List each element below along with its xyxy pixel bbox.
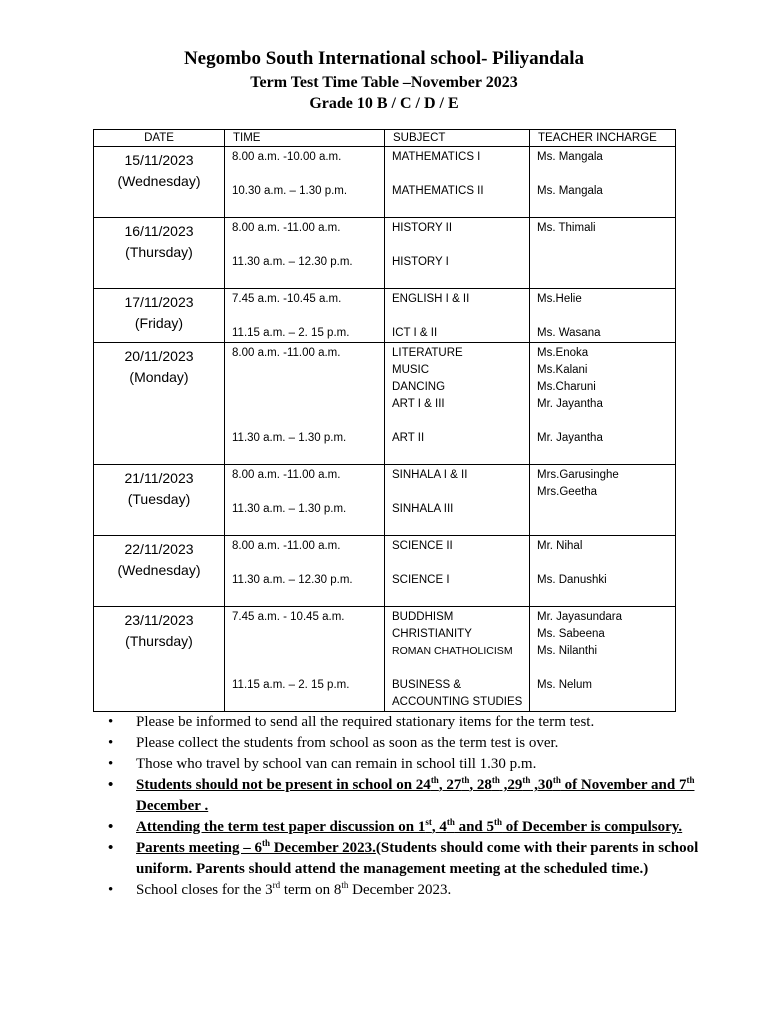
time-line: 11.30 a.m. – 1.30 p.m. xyxy=(232,432,347,444)
date-value: 21/11/2023 xyxy=(124,470,194,486)
day-value: (Tuesday) xyxy=(127,491,191,507)
date-value: 15/11/2023 xyxy=(124,152,194,168)
time-line: 8.00 a.m. -10.00 a.m. xyxy=(232,151,342,163)
teacher-line xyxy=(537,254,675,271)
subject-line: SINHALA I & II xyxy=(392,469,468,481)
time-line xyxy=(232,413,384,430)
teacher-line: Ms.Charuni xyxy=(537,381,596,393)
date-cell xyxy=(94,289,225,343)
teacher-line: Ms. Mangala xyxy=(537,185,603,197)
subject-line: LITERATURE xyxy=(392,347,463,359)
subject-cell xyxy=(385,147,530,218)
bullet-icon: • xyxy=(108,756,114,772)
teacher-cell xyxy=(530,147,676,218)
subject-cell xyxy=(385,536,530,607)
teacher-line xyxy=(537,589,675,606)
date-cell xyxy=(94,536,225,607)
subject-line: ENGLISH I & II xyxy=(392,293,470,305)
date-cell xyxy=(94,218,225,289)
teacher-line: Ms. Mangala xyxy=(537,151,603,163)
date-value: 23/11/2023 xyxy=(124,612,194,628)
day-value: (Monday) xyxy=(129,369,189,385)
time-line xyxy=(232,362,384,379)
subject-line: MATHEMATICS I xyxy=(392,151,481,163)
note-paper-discussion: • Attending the term test paper discussion on 1st, 4th and 5th of December is compulsory. xyxy=(108,817,718,838)
subject-line: SINHALA III xyxy=(392,503,454,515)
time-line xyxy=(232,447,384,464)
time-line xyxy=(232,379,384,396)
teacher-line: Ms.Kalani xyxy=(537,364,588,376)
time-line xyxy=(232,200,384,217)
table-row xyxy=(94,218,676,289)
subject-line xyxy=(392,166,529,183)
teacher-line: Mr. Jayantha xyxy=(537,398,603,410)
subject-line xyxy=(392,308,529,325)
table-row xyxy=(94,465,676,536)
time-line: 11.15 a.m. – 2. 15 p.m. xyxy=(232,327,350,339)
time-line: 8.00 a.m. -11.00 a.m. xyxy=(232,222,341,234)
time-cell xyxy=(225,147,385,218)
teacher-line: Mr. Jayasundara xyxy=(537,611,623,623)
time-cell xyxy=(225,218,385,289)
note-school-closes: • School closes for the 3rd term on 8th December 2023. xyxy=(108,880,718,901)
time-line xyxy=(232,308,384,325)
teacher-line: Ms. Nilanthi xyxy=(537,645,598,657)
header-teacher: TEACHER INCHARGE xyxy=(530,130,676,147)
teacher-line: Mrs.Garusinghe xyxy=(537,469,619,481)
time-line xyxy=(232,643,384,660)
subject-cell xyxy=(385,465,530,536)
date-cell xyxy=(94,465,225,536)
subject-line: ICT I & II xyxy=(392,327,438,339)
teacher-line: Mr. Jayantha xyxy=(537,432,603,444)
date-cell xyxy=(94,343,225,465)
subject-cell xyxy=(385,289,530,343)
subject-line: SCIENCE II xyxy=(392,540,453,552)
subject-line xyxy=(392,589,529,606)
bullet-icon: • xyxy=(108,735,114,751)
time-line: 10.30 a.m. – 1.30 p.m. xyxy=(232,185,348,197)
teacher-line: Mr. Nihal xyxy=(537,540,583,552)
header-time: TIME xyxy=(225,130,385,147)
subject-line: MUSIC xyxy=(392,364,430,376)
teacher-line xyxy=(537,237,675,254)
subject-line xyxy=(392,271,529,288)
subject-line xyxy=(392,237,529,254)
table-row xyxy=(94,147,676,218)
teacher-cell xyxy=(530,465,676,536)
teacher-line: Ms. Wasana xyxy=(537,327,601,339)
bullet-icon: • xyxy=(108,882,114,898)
subject-line: BUSINESS & xyxy=(392,679,462,691)
time-cell xyxy=(225,289,385,343)
teacher-line: Ms.Helie xyxy=(537,293,582,305)
teacher-line xyxy=(537,271,675,288)
date-value: 22/11/2023 xyxy=(124,541,194,557)
subject-line xyxy=(392,660,529,677)
bullet-icon: • xyxy=(108,819,114,835)
day-value: (Wednesday) xyxy=(117,173,201,189)
note-school-van: • Those who travel by school van can remain in school till 1.30 p.m. xyxy=(108,754,718,775)
teacher-cell xyxy=(530,343,676,465)
notes-list xyxy=(108,712,718,901)
teacher-line xyxy=(537,166,675,183)
subject-line: DANCING xyxy=(392,381,446,393)
time-line xyxy=(232,518,384,535)
teacher-line xyxy=(537,200,675,217)
teacher-cell xyxy=(530,218,676,289)
teacher-line xyxy=(537,501,675,518)
subject-line xyxy=(392,555,529,572)
teacher-line xyxy=(537,447,675,464)
header-date: DATE xyxy=(94,130,225,147)
note-absence-dates: • Students should not be present in school on 24th, 27th, 28th ,29th ,30th of November and 7th December . xyxy=(108,775,695,814)
teacher-line xyxy=(537,660,675,677)
subject-line: HISTORY I xyxy=(392,256,449,268)
subject-line: ART II xyxy=(392,432,425,444)
subject-line: MATHEMATICS II xyxy=(392,185,484,197)
time-cell xyxy=(225,343,385,465)
time-line: 11.30 a.m. – 12.30 p.m. xyxy=(232,574,353,586)
teacher-line: Ms. Thimali xyxy=(537,222,596,234)
subject-cell xyxy=(385,343,530,465)
date-cell xyxy=(94,607,225,712)
time-line: 7.45 a.m. -10.45 a.m. xyxy=(232,293,342,305)
day-value: (Friday) xyxy=(134,315,184,331)
subject-cell xyxy=(385,218,530,289)
table-row xyxy=(94,289,676,343)
bullet-icon: • xyxy=(108,840,114,856)
time-line: 7.45 a.m. - 10.45 a.m. xyxy=(232,611,345,623)
time-line xyxy=(232,694,384,711)
teacher-line xyxy=(537,555,675,572)
date-value: 20/11/2023 xyxy=(124,348,194,364)
document-header xyxy=(0,46,768,114)
timetable-header-row xyxy=(94,130,676,147)
teacher-line: Ms. Sabeena xyxy=(537,628,605,640)
date-value: 16/11/2023 xyxy=(124,223,194,239)
time-cell xyxy=(225,465,385,536)
table-row xyxy=(94,607,676,712)
bullet-icon: • xyxy=(108,714,114,730)
teacher-line: Mrs.Geetha xyxy=(537,486,598,498)
table-row xyxy=(94,536,676,607)
subject-line: ROMAN CHATHOLICISM xyxy=(392,645,513,657)
time-line: 11.30 a.m. – 1.30 p.m. xyxy=(232,503,347,515)
time-cell xyxy=(225,607,385,712)
subject-line xyxy=(392,484,529,501)
time-line: 11.15 a.m. – 2. 15 p.m. xyxy=(232,679,350,691)
time-line xyxy=(232,271,384,288)
timetable xyxy=(93,129,676,712)
time-line xyxy=(232,237,384,254)
time-line: 8.00 a.m. -11.00 a.m. xyxy=(232,540,341,552)
teacher-line xyxy=(537,308,675,325)
school-name: Negombo South International school- Piliyandala xyxy=(183,48,585,69)
teacher-cell xyxy=(530,289,676,343)
document-title: Term Test Time Table –November 2023 xyxy=(250,74,518,91)
subject-line: ART I & III xyxy=(392,398,445,410)
subject-line: CHRISTIANITY xyxy=(392,628,472,640)
time-line: 8.00 a.m. -11.00 a.m. xyxy=(232,469,341,481)
time-line xyxy=(232,484,384,501)
time-line xyxy=(232,555,384,572)
teacher-line: Ms. Nelum xyxy=(537,679,592,691)
time-line: 11.30 a.m. – 12.30 p.m. xyxy=(232,256,353,268)
subject-line xyxy=(392,447,529,464)
time-line: 8.00 a.m. -11.00 a.m. xyxy=(232,347,341,359)
table-row xyxy=(94,343,676,465)
teacher-line xyxy=(537,413,675,430)
date-cell xyxy=(94,147,225,218)
date-value: 17/11/2023 xyxy=(124,294,194,310)
teacher-cell xyxy=(530,536,676,607)
subject-line: HISTORY II xyxy=(392,222,453,234)
subject-line: ACCOUNTING STUDIES xyxy=(392,696,523,708)
note-stationary: • Please be informed to send all the required stationary items for the term test. xyxy=(108,712,718,733)
subject-line: BUDDHISM xyxy=(392,611,454,623)
time-line xyxy=(232,660,384,677)
subject-line xyxy=(392,413,529,430)
subject-cell xyxy=(385,607,530,712)
time-line xyxy=(232,396,384,413)
subject-line: SCIENCE I xyxy=(392,574,450,586)
time-line xyxy=(232,626,384,643)
note-collect-students: • Please collect the students from school as soon as the term test is over. xyxy=(108,733,718,754)
time-cell xyxy=(225,536,385,607)
teacher-line: Ms. Danushki xyxy=(537,574,607,586)
grade-heading: Grade 10 B / C / D / E xyxy=(309,95,459,112)
subject-line xyxy=(392,518,529,535)
subject-line xyxy=(392,200,529,217)
day-value: (Thursday) xyxy=(125,244,193,260)
time-line xyxy=(232,166,384,183)
teacher-line: Ms.Enoka xyxy=(537,347,589,359)
day-value: (Wednesday) xyxy=(117,562,201,578)
note-parents-meeting: • Parents meeting – 6th December 2023.(Students should come with their parents in school uniform. Parents should attend the management meeting at the scheduled time.) xyxy=(108,838,699,877)
bullet-icon: • xyxy=(108,777,114,793)
teacher-line xyxy=(537,694,675,711)
time-line xyxy=(232,589,384,606)
teacher-line xyxy=(537,518,675,535)
day-value: (Thursday) xyxy=(125,633,193,649)
header-subject: SUBJECT xyxy=(385,130,530,147)
teacher-cell xyxy=(530,607,676,712)
